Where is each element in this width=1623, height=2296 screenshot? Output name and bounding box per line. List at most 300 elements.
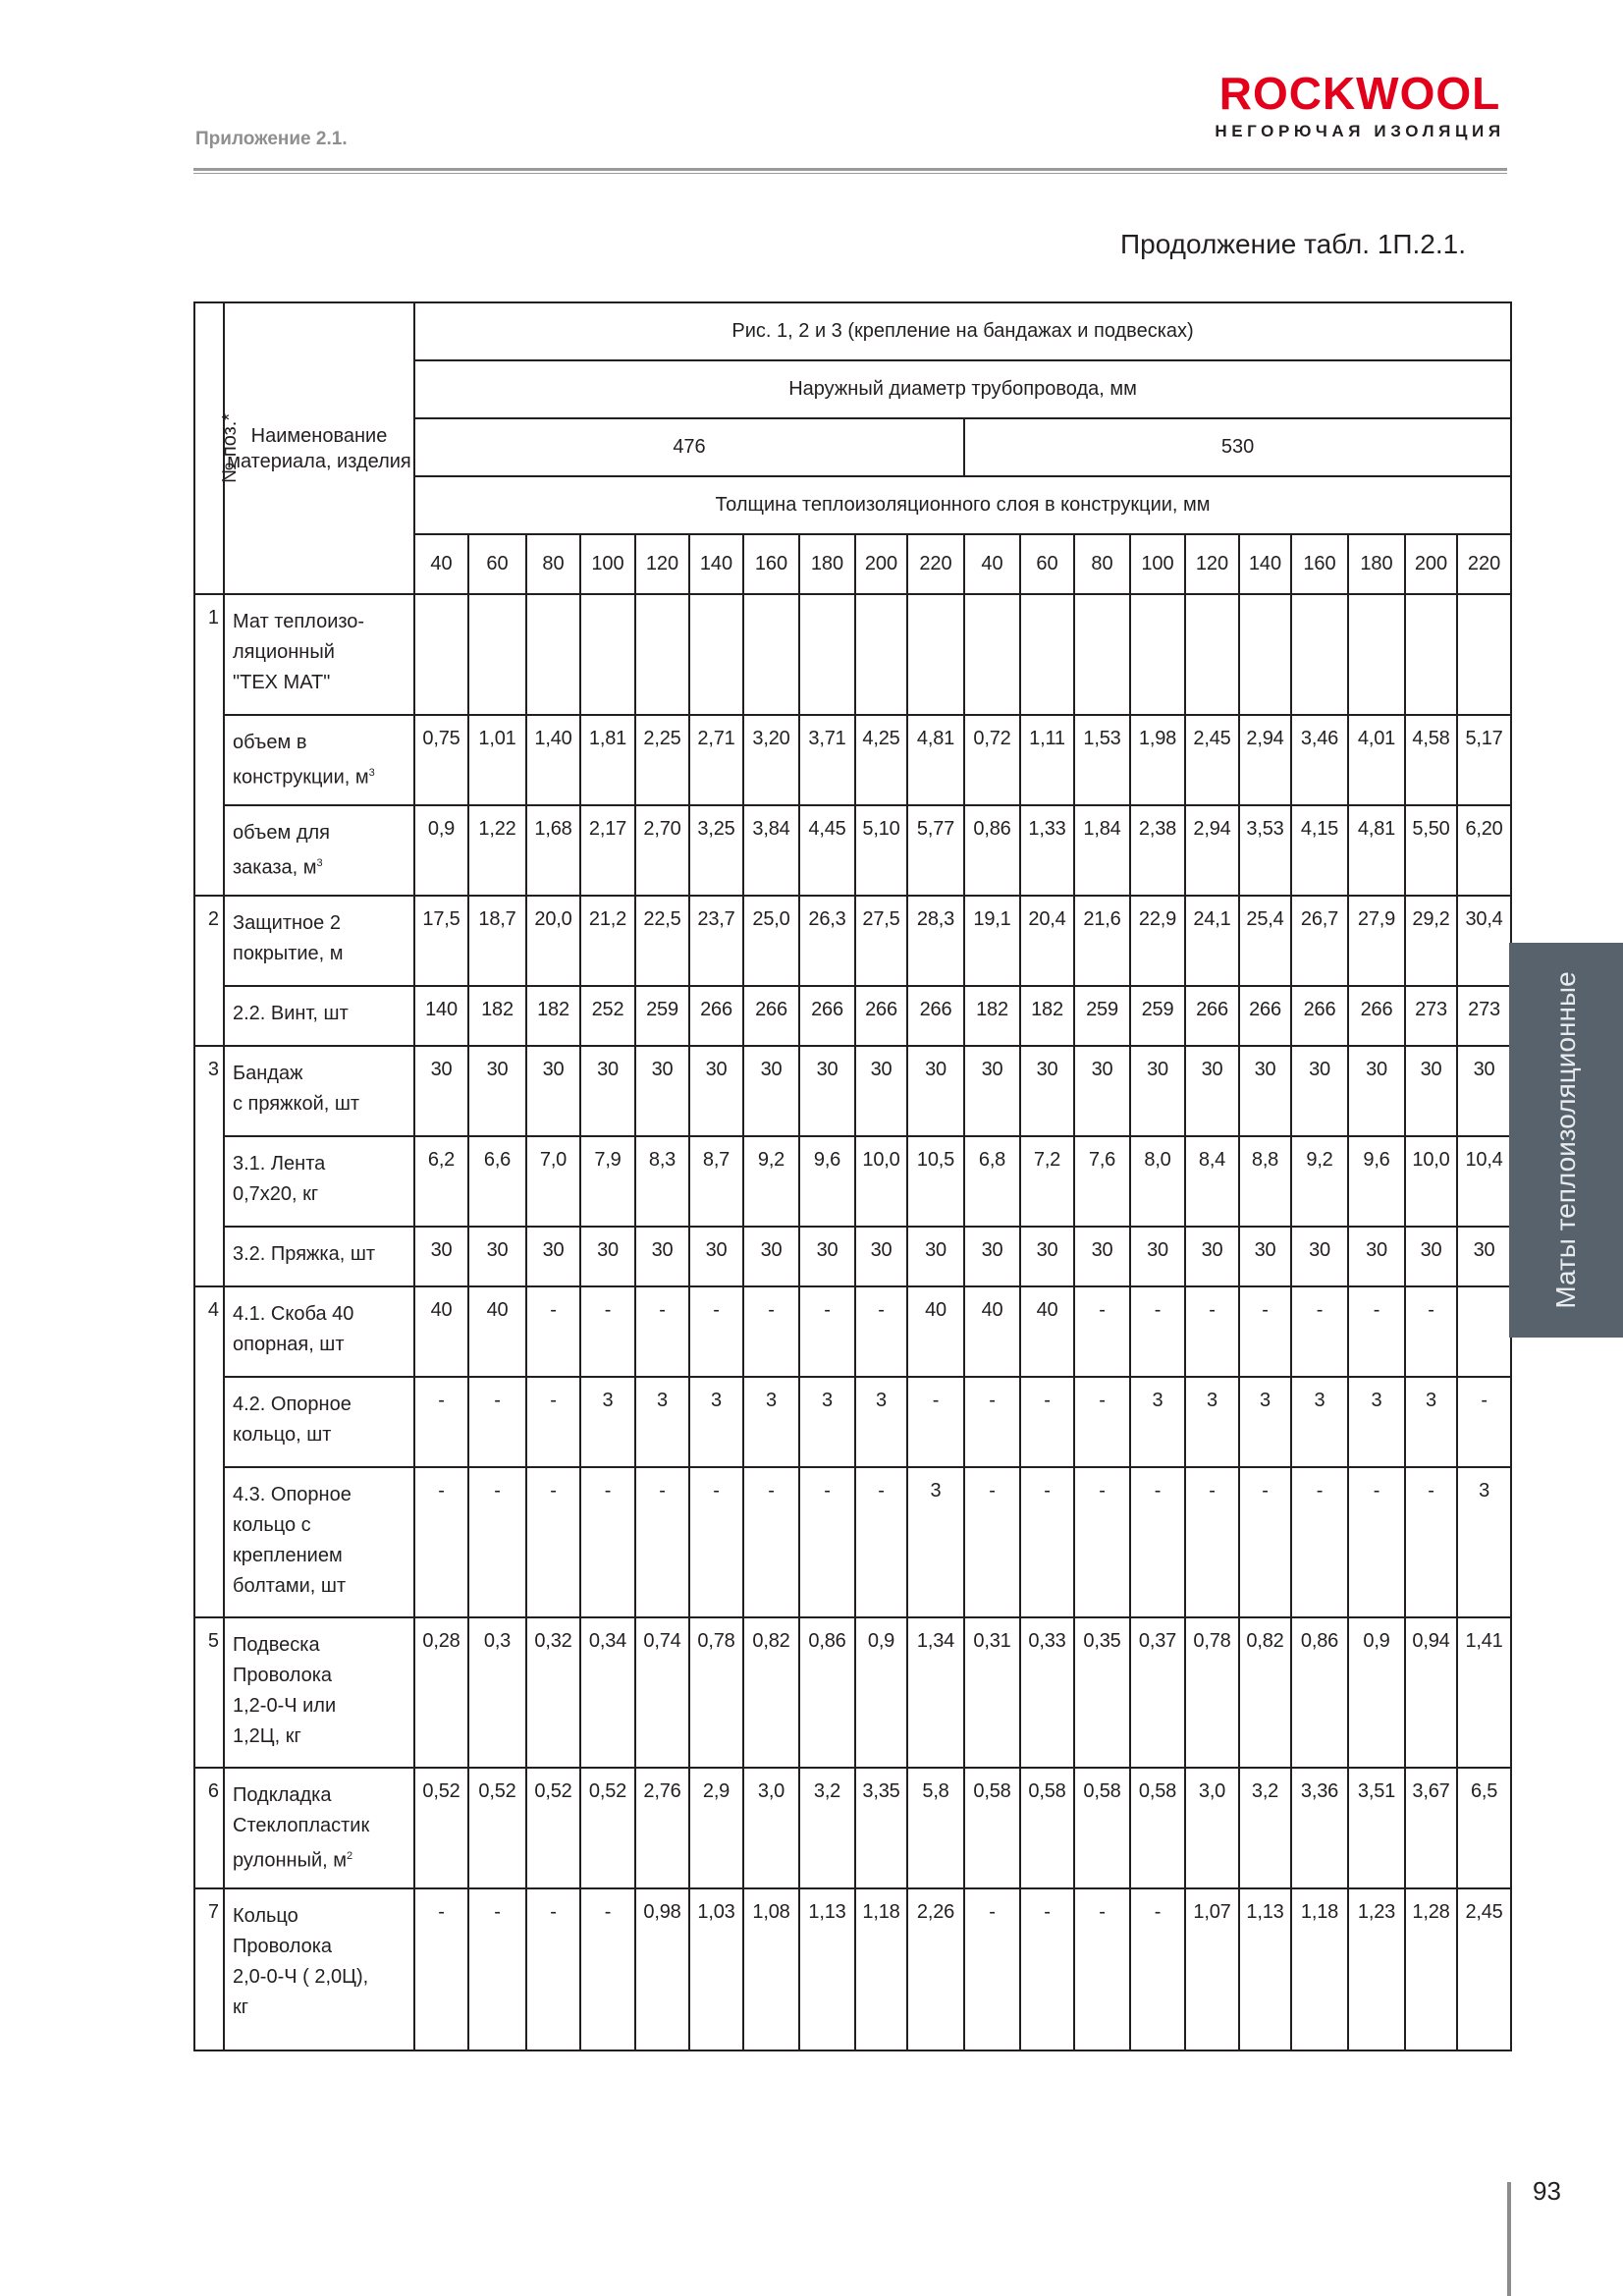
value-cell: 3: [855, 1377, 907, 1467]
value-cell: 266: [1348, 986, 1405, 1046]
value-cell: 1,41: [1457, 1617, 1511, 1768]
table-row: [194, 1768, 1511, 1888]
value-cell: -: [855, 1467, 907, 1617]
value-cell: -: [1020, 1377, 1074, 1467]
value-cell: 3,20: [743, 715, 799, 805]
value-cell: 30: [1291, 1046, 1348, 1136]
thickness-530-100: 100: [1130, 534, 1185, 594]
value-cell: -: [1291, 1467, 1348, 1617]
row-material-name: Кольцо Проволока 2,0-0-Ч ( 2,0Ц), кг: [224, 1888, 414, 2050]
value-cell: [635, 594, 689, 715]
value-cell: [468, 594, 526, 715]
value-cell: 0,75: [414, 715, 468, 805]
value-cell: 5,50: [1405, 805, 1457, 896]
value-cell: -: [855, 1286, 907, 1377]
value-cell: 3: [689, 1377, 743, 1467]
value-cell: -: [468, 1888, 526, 2050]
value-cell: 30: [855, 1227, 907, 1286]
value-cell: 29,2: [1405, 896, 1457, 986]
value-cell: 26,7: [1291, 896, 1348, 986]
value-cell: 30: [1405, 1046, 1457, 1136]
value-cell: 30: [414, 1046, 468, 1136]
value-cell: -: [526, 1377, 580, 1467]
header-rule-top: [193, 168, 1507, 171]
value-cell: 20,0: [526, 896, 580, 986]
value-cell: 1,40: [526, 715, 580, 805]
value-cell: 266: [1239, 986, 1291, 1046]
row-material-name: Подвеска Проволока 1,2-0-Ч или 1,2Ц, кг: [224, 1617, 414, 1768]
value-cell: 30: [468, 1046, 526, 1136]
value-cell: 30: [1457, 1046, 1511, 1136]
table-row: [194, 1227, 1511, 1286]
value-cell: 26,3: [799, 896, 855, 986]
value-cell: -: [743, 1286, 799, 1377]
thickness-476-200: 200: [855, 534, 907, 594]
value-cell: 10,0: [1405, 1136, 1457, 1227]
thickness-530-180: 180: [1348, 534, 1405, 594]
value-cell: 25,0: [743, 896, 799, 986]
value-cell: -: [1239, 1467, 1291, 1617]
row-position-number: 2: [194, 896, 224, 1046]
value-cell: 1,53: [1074, 715, 1130, 805]
row-material-name: объем для заказа, $м^3$: [224, 805, 414, 896]
value-cell: -: [635, 1467, 689, 1617]
value-cell: 1,22: [468, 805, 526, 896]
value-cell: -: [1457, 1377, 1511, 1467]
value-cell: -: [799, 1286, 855, 1377]
value-cell: 21,2: [580, 896, 635, 986]
value-cell: -: [635, 1286, 689, 1377]
value-cell: 40: [907, 1286, 964, 1377]
value-cell: 1,98: [1130, 715, 1185, 805]
value-cell: 30: [1074, 1227, 1130, 1286]
value-cell: -: [1130, 1888, 1185, 2050]
thickness-476-100: 100: [580, 534, 635, 594]
value-cell: 3,0: [743, 1768, 799, 1888]
value-cell: 0,58: [964, 1768, 1020, 1888]
thickness-530-220: 220: [1457, 534, 1511, 594]
value-cell: 259: [1074, 986, 1130, 1046]
value-cell: 2,17: [580, 805, 635, 896]
value-cell: 3: [1239, 1377, 1291, 1467]
value-cell: 1,07: [1185, 1888, 1239, 2050]
value-cell: [580, 594, 635, 715]
value-cell: 3,51: [1348, 1768, 1405, 1888]
value-cell: -: [964, 1888, 1020, 2050]
table-row: [194, 1046, 1511, 1136]
value-cell: [1405, 594, 1457, 715]
value-cell: 30: [1405, 1227, 1457, 1286]
row-material-name: Защитное 2 покрытие, м: [224, 896, 414, 986]
value-cell: -: [964, 1467, 1020, 1617]
value-cell: 266: [799, 986, 855, 1046]
value-cell: 182: [1020, 986, 1074, 1046]
value-cell: 0,9: [855, 1617, 907, 1768]
value-cell: 9,2: [743, 1136, 799, 1227]
value-cell: 9,6: [799, 1136, 855, 1227]
value-cell: [799, 594, 855, 715]
value-cell: -: [1074, 1286, 1130, 1377]
value-cell: 27,9: [1348, 896, 1405, 986]
diameter-header: Наружный диаметр трубопровода, мм: [414, 360, 1511, 418]
value-cell: -: [1239, 1286, 1291, 1377]
thickness-530-60: 60: [1020, 534, 1074, 594]
value-cell: 259: [1130, 986, 1185, 1046]
value-cell: 40: [468, 1286, 526, 1377]
value-cell: 7,6: [1074, 1136, 1130, 1227]
row-position-number: 4: [194, 1286, 224, 1617]
value-cell: 0,34: [580, 1617, 635, 1768]
header-rule-bottom: [193, 173, 1507, 174]
value-cell: 2,94: [1239, 715, 1291, 805]
value-cell: 30: [414, 1227, 468, 1286]
value-cell: [526, 594, 580, 715]
value-cell: 3,67: [1405, 1768, 1457, 1888]
value-cell: 7,2: [1020, 1136, 1074, 1227]
value-cell: 5,8: [907, 1768, 964, 1888]
value-cell: 2,76: [635, 1768, 689, 1888]
value-cell: 266: [1185, 986, 1239, 1046]
value-cell: 30: [1020, 1046, 1074, 1136]
value-cell: 30: [799, 1046, 855, 1136]
value-cell: 30: [1348, 1227, 1405, 1286]
rockwool-logo: [1208, 68, 1512, 141]
value-cell: 3: [1291, 1377, 1348, 1467]
page-number: 93: [1533, 2176, 1561, 2206]
value-cell: 2,70: [635, 805, 689, 896]
thickness-530-120: 120: [1185, 534, 1239, 594]
value-cell: [1457, 594, 1511, 715]
value-cell: -: [799, 1467, 855, 1617]
value-cell: 1,68: [526, 805, 580, 896]
value-cell: 266: [1291, 986, 1348, 1046]
value-cell: [1185, 594, 1239, 715]
value-cell: 0,3: [468, 1617, 526, 1768]
value-cell: 0,35: [1074, 1617, 1130, 1768]
value-cell: 3,2: [1239, 1768, 1291, 1888]
value-cell: 5,10: [855, 805, 907, 896]
value-cell: 30: [1291, 1227, 1348, 1286]
value-cell: 8,8: [1239, 1136, 1291, 1227]
value-cell: 30: [635, 1046, 689, 1136]
value-cell: 10,5: [907, 1136, 964, 1227]
value-cell: 3,46: [1291, 715, 1348, 805]
value-cell: 1,18: [855, 1888, 907, 2050]
value-cell: 3,2: [799, 1768, 855, 1888]
value-cell: [743, 594, 799, 715]
value-cell: 1,34: [907, 1617, 964, 1768]
value-cell: 0,58: [1130, 1768, 1185, 1888]
value-cell: 30: [743, 1046, 799, 1136]
value-cell: -: [1405, 1467, 1457, 1617]
value-cell: [1457, 1286, 1511, 1377]
value-cell: 0,72: [964, 715, 1020, 805]
thickness-476-40: 40: [414, 534, 468, 594]
value-cell: -: [468, 1377, 526, 1467]
thickness-530-160: 160: [1291, 534, 1348, 594]
value-cell: 0,82: [743, 1617, 799, 1768]
value-cell: 30: [1239, 1046, 1291, 1136]
thickness-476-60: 60: [468, 534, 526, 594]
value-cell: 1,81: [580, 715, 635, 805]
value-cell: 0,52: [414, 1768, 468, 1888]
value-cell: 3: [743, 1377, 799, 1467]
value-cell: 30: [1130, 1046, 1185, 1136]
value-cell: 140: [414, 986, 468, 1046]
value-cell: [689, 594, 743, 715]
value-cell: 30: [1348, 1046, 1405, 1136]
logo-tagline: НЕГОРЮЧАЯ ИЗОЛЯЦИЯ: [1215, 122, 1505, 140]
value-cell: 30: [964, 1227, 1020, 1286]
table-row: [194, 1467, 1511, 1617]
value-cell: 3,25: [689, 805, 743, 896]
row-material-name: 2.2. Винт, шт: [224, 986, 414, 1046]
value-cell: 1,33: [1020, 805, 1074, 896]
value-cell: 30: [964, 1046, 1020, 1136]
value-cell: 6,2: [414, 1136, 468, 1227]
column-header-position: [194, 302, 242, 594]
value-cell: 3: [1457, 1467, 1511, 1617]
value-cell: 28,3: [907, 896, 964, 986]
value-cell: [1291, 594, 1348, 715]
value-cell: 30: [580, 1046, 635, 1136]
value-cell: 30,4: [1457, 896, 1511, 986]
value-cell: 0,86: [1291, 1617, 1348, 1768]
value-cell: 17,5: [414, 896, 468, 986]
value-cell: 7,9: [580, 1136, 635, 1227]
value-cell: 1,13: [799, 1888, 855, 2050]
value-cell: -: [1074, 1888, 1130, 2050]
value-cell: 0,98: [635, 1888, 689, 2050]
value-cell: 273: [1457, 986, 1511, 1046]
value-cell: [964, 594, 1020, 715]
value-cell: -: [1020, 1888, 1074, 2050]
value-cell: 0,86: [964, 805, 1020, 896]
table-row: [194, 1888, 1511, 2050]
value-cell: 21,6: [1074, 896, 1130, 986]
value-cell: 30: [635, 1227, 689, 1286]
thickness-530-40: 40: [964, 534, 1020, 594]
row-position-number: 5: [194, 1617, 224, 1768]
value-cell: [1020, 594, 1074, 715]
value-cell: 40: [414, 1286, 468, 1377]
value-cell: 266: [907, 986, 964, 1046]
value-cell: -: [526, 1467, 580, 1617]
value-cell: -: [1130, 1286, 1185, 1377]
value-cell: 0,74: [635, 1617, 689, 1768]
row-material-name: Мат теплоизо- ляционный "ТЕХ МАТ": [224, 594, 414, 715]
value-cell: 1,13: [1239, 1888, 1291, 2050]
value-cell: 30: [1074, 1046, 1130, 1136]
value-cell: -: [526, 1286, 580, 1377]
value-cell: 252: [580, 986, 635, 1046]
value-cell: 6,8: [964, 1136, 1020, 1227]
table-row: [194, 715, 1511, 805]
row-material-name: объем в конструкции, $м^3$: [224, 715, 414, 805]
row-position-number: 3: [194, 1046, 224, 1286]
value-cell: 27,5: [855, 896, 907, 986]
value-cell: 2,45: [1185, 715, 1239, 805]
value-cell: 9,6: [1348, 1136, 1405, 1227]
row-material-name: 4.1. Скоба 40 опорная, шт: [224, 1286, 414, 1377]
value-cell: 1,08: [743, 1888, 799, 2050]
value-cell: [907, 594, 964, 715]
value-cell: [1130, 594, 1185, 715]
value-cell: 8,3: [635, 1136, 689, 1227]
value-cell: 5,77: [907, 805, 964, 896]
value-cell: [855, 594, 907, 715]
value-cell: 5,17: [1457, 715, 1511, 805]
value-cell: 4,01: [1348, 715, 1405, 805]
row-material-name: 4.3. Опорное кольцо с креплением болтами, шт: [224, 1467, 414, 1617]
value-cell: 4,45: [799, 805, 855, 896]
value-cell: 1,84: [1074, 805, 1130, 896]
value-cell: 3: [1348, 1377, 1405, 1467]
value-cell: 0,33: [1020, 1617, 1074, 1768]
value-cell: 3: [580, 1377, 635, 1467]
thickness-476-160: 160: [743, 534, 799, 594]
diameter-530: 530: [964, 418, 1511, 476]
row-material-name: 3.2. Пряжка, шт: [224, 1227, 414, 1286]
value-cell: 8,4: [1185, 1136, 1239, 1227]
value-cell: 266: [689, 986, 743, 1046]
value-cell: 30: [580, 1227, 635, 1286]
value-cell: 0,52: [468, 1768, 526, 1888]
value-cell: 30: [526, 1046, 580, 1136]
table-row: [194, 896, 1511, 986]
value-cell: -: [1074, 1377, 1130, 1467]
thickness-476-120: 120: [635, 534, 689, 594]
value-cell: -: [964, 1377, 1020, 1467]
value-cell: -: [743, 1467, 799, 1617]
side-tab-label: Маты теплоизоляционные: [1550, 971, 1581, 1309]
thickness-476-140: 140: [689, 534, 743, 594]
value-cell: 0,94: [1405, 1617, 1457, 1768]
value-cell: 3: [907, 1467, 964, 1617]
value-cell: 25,4: [1239, 896, 1291, 986]
thickness-530-80: 80: [1074, 534, 1130, 594]
value-cell: 30: [689, 1046, 743, 1136]
value-cell: 40: [964, 1286, 1020, 1377]
value-cell: 2,9: [689, 1768, 743, 1888]
value-cell: 0,52: [526, 1768, 580, 1888]
value-cell: 2,45: [1457, 1888, 1511, 2050]
value-cell: 2,38: [1130, 805, 1185, 896]
value-cell: 1,23: [1348, 1888, 1405, 2050]
position-header-text: № поз.*: [219, 412, 242, 484]
value-cell: 0,37: [1130, 1617, 1185, 1768]
value-cell: 1,03: [689, 1888, 743, 2050]
value-cell: 0,86: [799, 1617, 855, 1768]
value-cell: 0,28: [414, 1617, 468, 1768]
table-row: [194, 986, 1511, 1046]
value-cell: -: [526, 1888, 580, 2050]
value-cell: -: [907, 1377, 964, 1467]
value-cell: 1,18: [1291, 1888, 1348, 2050]
value-cell: 30: [526, 1227, 580, 1286]
logo-wordmark: ROCKWOOL: [1218, 68, 1501, 119]
value-cell: 0,9: [1348, 1617, 1405, 1768]
value-cell: 0,78: [689, 1617, 743, 1768]
thickness-476-180: 180: [799, 534, 855, 594]
value-cell: 4,81: [907, 715, 964, 805]
value-cell: 2,94: [1185, 805, 1239, 896]
column-header-name: Наименование материала, изделия: [224, 302, 414, 594]
table-title: Рис. 1, 2 и 3 (крепление на бандажах и подвесках): [414, 302, 1511, 360]
thickness-530-200: 200: [1405, 534, 1457, 594]
value-cell: 182: [964, 986, 1020, 1046]
value-cell: 3,0: [1185, 1768, 1239, 1888]
value-cell: 1,01: [468, 715, 526, 805]
value-cell: 30: [907, 1046, 964, 1136]
value-cell: [1348, 594, 1405, 715]
value-cell: 3,35: [855, 1768, 907, 1888]
row-material-name: Бандаж с пряжкой, шт: [224, 1046, 414, 1136]
value-cell: 30: [743, 1227, 799, 1286]
value-cell: 30: [907, 1227, 964, 1286]
value-cell: -: [1185, 1467, 1239, 1617]
value-cell: 10,0: [855, 1136, 907, 1227]
table-caption: Продолжение табл. 1П.2.1.: [1120, 229, 1466, 259]
value-cell: 0,58: [1020, 1768, 1074, 1888]
value-cell: 30: [689, 1227, 743, 1286]
value-cell: 30: [1130, 1227, 1185, 1286]
value-cell: 4,15: [1291, 805, 1348, 896]
value-cell: 182: [468, 986, 526, 1046]
section-side-tab[interactable]: [1509, 943, 1623, 1338]
row-material-name: Подкладка Стеклопластик рулонный, $м^2$: [224, 1768, 414, 1888]
value-cell: 0,31: [964, 1617, 1020, 1768]
value-cell: 3,71: [799, 715, 855, 805]
value-cell: 1,28: [1405, 1888, 1457, 2050]
table-row: [194, 1617, 1511, 1768]
thickness-header: Толщина теплоизоляционного слоя в конструкции, мм: [414, 476, 1511, 534]
value-cell: 3: [1185, 1377, 1239, 1467]
value-cell: 18,7: [468, 896, 526, 986]
value-cell: 30: [1185, 1046, 1239, 1136]
value-cell: 22,5: [635, 896, 689, 986]
value-cell: 266: [743, 986, 799, 1046]
value-cell: 4,25: [855, 715, 907, 805]
value-cell: 1,11: [1020, 715, 1074, 805]
table-row: [194, 1136, 1511, 1227]
value-cell: -: [1185, 1286, 1239, 1377]
row-position-number: 7: [194, 1888, 224, 2050]
table-row: [194, 594, 1511, 715]
value-cell: -: [1020, 1467, 1074, 1617]
value-cell: 30: [1457, 1227, 1511, 1286]
value-cell: [414, 594, 468, 715]
value-cell: 10,4: [1457, 1136, 1511, 1227]
value-cell: -: [414, 1888, 468, 2050]
row-position-number: 6: [194, 1768, 224, 1888]
thickness-476-80: 80: [526, 534, 580, 594]
value-cell: 7,0: [526, 1136, 580, 1227]
value-cell: 40: [1020, 1286, 1074, 1377]
value-cell: 19,1: [964, 896, 1020, 986]
value-cell: [1239, 594, 1291, 715]
value-cell: 3: [1130, 1377, 1185, 1467]
row-material-name: 4.2. Опорное кольцо, шт: [224, 1377, 414, 1467]
row-material-name: 3.1. Лента 0,7х20, кг: [224, 1136, 414, 1227]
value-cell: -: [689, 1467, 743, 1617]
value-cell: 30: [468, 1227, 526, 1286]
value-cell: -: [1074, 1467, 1130, 1617]
value-cell: 22,9: [1130, 896, 1185, 986]
value-cell: 30: [855, 1046, 907, 1136]
value-cell: -: [1405, 1286, 1457, 1377]
value-cell: 20,4: [1020, 896, 1074, 986]
